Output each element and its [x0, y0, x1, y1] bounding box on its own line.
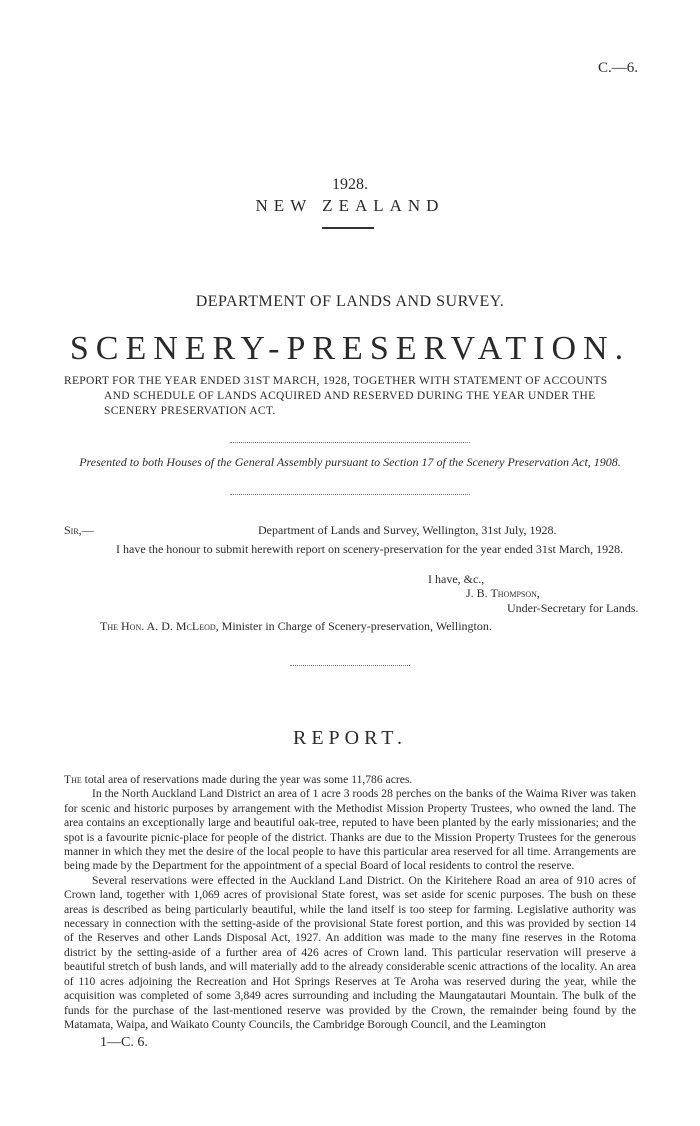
signatory-title: Under-Secretary for Lands.: [507, 601, 639, 615]
report-subtitle: [64, 374, 636, 419]
letter-closing: I have, &c.,: [428, 572, 485, 586]
addressee-rest: Minister in Charge of Scenery-preservation, Wellington.: [218, 619, 492, 633]
page-title: SCENERY-PRESERVATION.: [69, 330, 631, 367]
paragraph-text: total area of reservations made during the year was some 11,786 acres.: [81, 773, 413, 786]
country-heading: NEW ZEALAND: [255, 196, 445, 215]
subtitle-line-2: AND SCHEDULE OF LANDS ACQUIRED AND RESERVED DURING THE YEAR UNDER THE SCENERY PRESERVATION ACT.: [104, 390, 596, 417]
document-reference: C.—6.: [597, 60, 638, 76]
report-paragraph: In the North Auckland Land District an area of 1 acre 3 roods 28 perches on the banks of the Waima River was taken for scenic and historic purposes by arrangement with the Methodist Mission Property Trustees, who owned the land. The area contains an exceptionally large and beautiful oak-tree, reputed to have been planted by the early missionaries; and the spot is a favourite picnic-place for people of the district. Thanks are due to the Mission Property Trustees for the generous manner in which they met the desire of the local people to have this particular area reserved for all time. Arrangements are being made by the Department for the appointment of a special Board of local residents to control the reserve.: [64, 787, 636, 873]
salutation-word: Sir,: [64, 523, 82, 537]
department-heading: DEPARTMENT OF LANDS AND SURVEY.: [195, 293, 505, 310]
presented-note: Presented to both Houses of the General Assembly pursuant to Section 17 of the Scenery Preservation Act, 1908.: [79, 455, 621, 469]
paragraph-lead: The: [64, 773, 82, 786]
dotted-divider: [230, 494, 470, 495]
letter-dateline: Department of Lands and Survey, Wellington, 31st July, 1928.: [258, 523, 557, 537]
report-paragraph: Several reservations were effected in the Auckland Land District. On the Kiritehere Road an area of 910 acres of Crown land, together with 1,069 acres of provisional State forest, was set aside for scenic purposes. The bush on these areas is described as being particularly beautiful, while the land itself is too steep for farming. Legislative authority was necessary in connection with the setting-aside of the provisional State forest portion, and this was provided by section 14 of the Reserves and other Lands Disposal Act, 1927. An addition was made to the many fine reserves in the Rotoma district by the setting-aside of a further area of 426 acres of Crown land. This particular reservation will preserve a beautiful stretch of bush lands, and will materially add to the already considerable scenic attractions of the locality. An area of 110 acres adjoining the Recreation and Hot Springs Reserves at Te Aroha was reserved during the year, while the acquisition was completed of some 3,849 acres surrounding and including the Maungatautari Mountain. The bulk of the funds for the purchase of the last-mentioned reserve was provided by the Crown, the remainder being found by the Matamata, Waipa, and Waikato County Councils, the Cambridge Borough Council, and the Leamington: [64, 873, 636, 1031]
addressee-name: The Hon. A. D. McLeod,: [100, 619, 219, 633]
salutation: [64, 523, 94, 538]
page-folio: 1—C. 6.: [100, 1035, 148, 1050]
letter-body: I have the honour to submit herewith report on scenery-preservation for the year ended 31st March, 1928.: [116, 542, 624, 556]
report-paragraph: [64, 773, 636, 787]
dotted-divider: [290, 665, 410, 666]
report-body: [64, 773, 636, 1032]
subtitle-line-1: REPORT FOR THE YEAR ENDED 31ST MARCH, 1928, TOGETHER WITH STATEMENT OF ACCOUNTS: [64, 375, 608, 387]
title-divider: [322, 227, 374, 229]
letter-addressee: [100, 619, 492, 634]
signatory-name: J. B. Thompson,: [466, 586, 540, 600]
year-heading: 1928.: [332, 176, 368, 193]
report-heading: REPORT.: [293, 727, 407, 749]
salutation-dash: —: [81, 523, 94, 537]
dotted-divider: [230, 442, 470, 443]
